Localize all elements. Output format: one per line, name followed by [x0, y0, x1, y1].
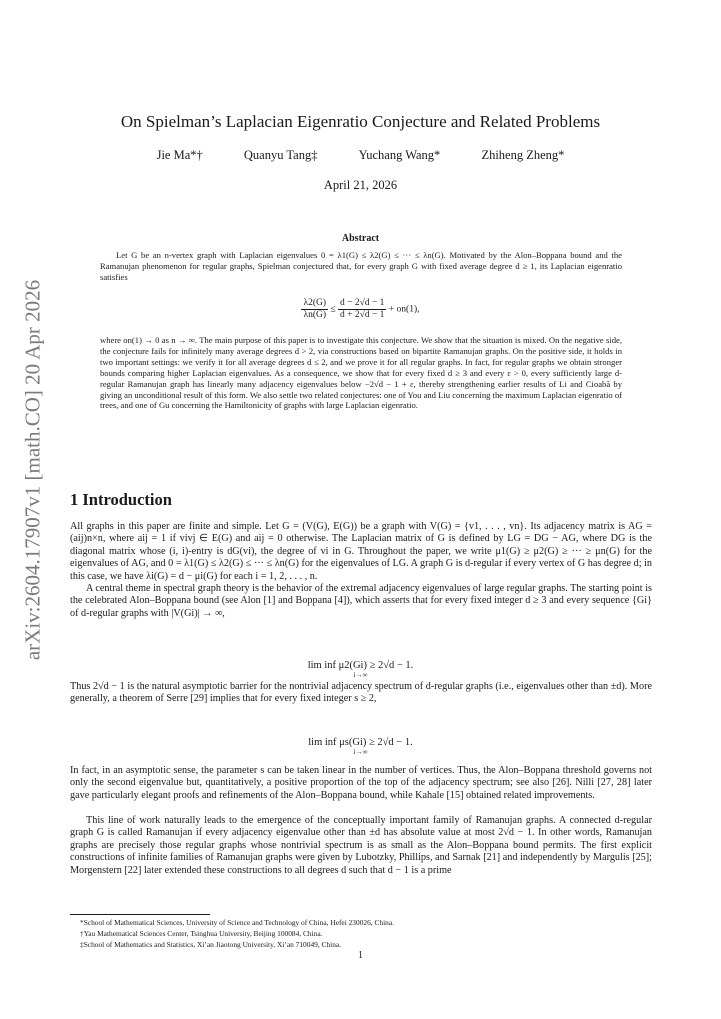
equation-subscript: i→∞: [353, 671, 368, 679]
author-name: Zhiheng Zheng*: [481, 148, 565, 162]
abstract-paragraph: Let G be an n-vertex graph with Laplacian eigenvalues 0 = λ1(G) ≤ λ2(G) ≤ ··· ≤ λn(G). Motivated by the Alon–Boppana bound and the Ramanujan phenomenon for regular graphs, Spielman conjectured that, for every graph G with fixed average degree d ≥ 1, its Laplacian eigenratio satisfies: [100, 250, 622, 282]
formula-tail: + on(1),: [388, 304, 420, 315]
body-paragraph: This line of work naturally leads to the emergence of the conceptually important family of Ramanujan graphs. A connected d-regular graph G is called Ramanujan if every adjacency eigenvalue other than ±d has absolute value at most 2√d − 1. In other words, Ramanujan graphs are precisely those regular graphs whose nontrivial spectrum is as small as the Alon–Boppana bound permits. The first explicit constructions of infinite families of Ramanujan graphs were given by Lubotzky, Phillips, and Sarnak [21] and independently by Margulis [25]; Morgenstern [22] later extended these constructions to all degrees d such that d − 1 is a prime: [70, 815, 652, 876]
formula-numerator: λ2(G): [303, 298, 327, 308]
arxiv-identifier: arXiv:2604.17907v1 [math.CO] 20 Apr 2026: [20, 279, 45, 661]
formula-denominator: λn(G): [303, 310, 327, 320]
equation-text: lim inf μ2(Gi) ≥ 2√d − 1.: [307, 660, 414, 671]
author-name: Yuchang Wang*: [358, 148, 441, 162]
section-heading: 1 Introduction: [70, 490, 172, 509]
author-list: [0, 148, 721, 163]
formula-numerator: d − 2√d − 1: [340, 298, 385, 308]
formula-relation: ≤: [330, 304, 336, 315]
equation-subscript: i→∞: [353, 748, 368, 756]
body-paragraph: A central theme in spectral graph theory is the behavior of the extremal adjacency eigenvalues of large regular graphs. The starting point is the celebrated Alon–Boppana bound (see Alon [1] and Boppana [4]), which asserts that for every fixed integer d ≥ 3 and every sequence {Gi} of d-regular graphs with |V(Gi)| → ∞,: [70, 583, 652, 619]
paper-date: April 21, 2026: [323, 178, 398, 192]
formula-fraction: [301, 298, 328, 321]
body-paragraph: All graphs in this paper are finite and simple. Let G = (V(G), E(G)) be a graph with V(G) = {v1, . . . , vn}. Its adjacency matrix is AG = (aij)n×n, where aij = 1 if vivj ∈ E(G) and aij = 0 otherwise. The Laplacian matrix of G is defined by LG = DG − AG, where DG is the diagonal matrix whose (i, i)-entry is dG(vi), the degree of vi in G. Throughout the paper, we write μ1(G) ≥ μ2(G) ≥ ··· ≥ μn(G) for the eigenvalues of AG, and 0 = λ1(G) ≤ λ2(G) ≤ ··· ≤ λn(G) for the eigenvalues of LG. A graph G is d-regular if every vertex of G has degree d; in this case, we have λi(G) = d − μi(G) for each i = 1, 2, . . . , n.: [70, 521, 652, 582]
abstract-paragraph: where on(1) → 0 as n → ∞. The main purpose of this paper is to investigate this conjecture. We show that the situation is mixed. On the negative side, the conjecture fails for infinitely many average degrees d > 2, via constructions based on bipartite Ramanujan graphs. On the positive side, it holds in two important settings: we verify it for all average degrees d ≤ 2, and we prove it for all regular graphs. In fact, for regular graphs we obtain stronger bounds comparing higher Laplacian eigenvalues. As a consequence, we show that for every fixed d ≥ 3 and every ε > 0, every sufficiently large d-regular Ramanujan graph has linearly many adjacency eigenvalues below −2√d − 1 + ε, thereby strengthening earlier results of Li and Cioabă by giving an unconditional result of this form. We also settle two related conjectures: one of You and Liu concerning the maximum Laplacian eigenratio of trees, and one of Gu concerning the Hamiltonicity of graphs with large Laplacian eigenratio.: [100, 335, 622, 411]
formula-denominator: d + 2√d − 1: [340, 310, 385, 320]
author-name: Quanyu Tang‡: [243, 148, 318, 162]
abstract-heading: Abstract: [341, 233, 380, 244]
display-equation: [0, 737, 721, 756]
paper-title: On Spielman’s Laplacian Eigenratio Conjecture and Related Problems: [120, 112, 601, 131]
footnote: *School of Mathematical Sciences, University of Science and Technology of China, Hefei 230026, China.: [80, 918, 394, 927]
footnote: ‡School of Mathematics and Statistics, Xi’an Jiaotong University, Xi’an 710049, China.: [80, 940, 342, 949]
formula-fraction: [338, 298, 386, 321]
display-equation: [0, 660, 721, 679]
equation-text: lim inf μs(Gi) ≥ 2√d − 1.: [308, 737, 413, 748]
footnote-rule: [70, 914, 210, 915]
author-name: Jie Ma*†: [156, 148, 203, 162]
body-paragraph: In fact, in an asymptotic sense, the parameter s can be taken linear in the number of vertices. Thus, the Alon–Boppana threshold governs not only the second eigenvalue but, quantitatively, a positive proportion of the top of the adjacency spectrum; see also [26]. Nilli [27, 28] later gave particularly elegant proofs and refinements of the Alon–Boppana bound, while Kahale [15] obtained related improvements.: [70, 765, 652, 801]
body-paragraph: Thus 2√d − 1 is the natural asymptotic barrier for the nontrivial adjacency spectrum of d-regular graphs (i.e., eigenvalues other than ±d). More generally, a theorem of Serre [29] implies that for every fixed integer s ≥ 2,: [70, 681, 652, 705]
footnote: †Yau Mathematical Sciences Center, Tsinghua University, Beijing 100084, China.: [80, 929, 323, 938]
page-number: 1: [358, 950, 363, 961]
abstract-formula: [0, 298, 721, 321]
